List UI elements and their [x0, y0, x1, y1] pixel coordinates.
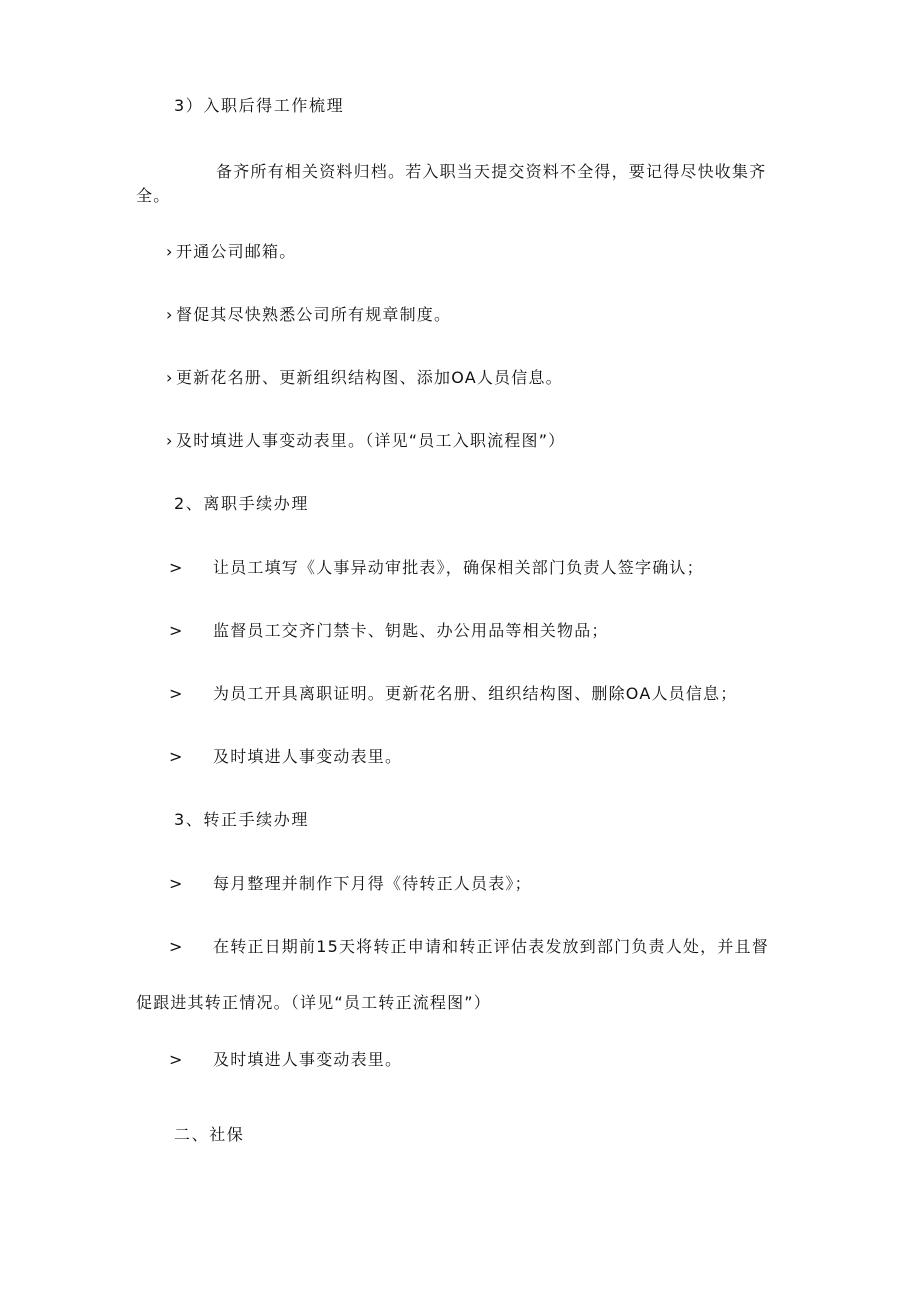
bullet-marker-icon: ›: [166, 305, 173, 324]
probation-heading: 3、转正手续办理: [174, 810, 309, 829]
resignation-item-2: 监督员工交齐门禁卡、钥匙、办公用品等相关物品；: [213, 621, 609, 640]
bullet-marker-icon: ›: [166, 368, 173, 387]
resignation-item-1: 让员工填写《人事异动审批表》，确保相关部门负责人签字确认；: [213, 558, 704, 577]
social-insurance-heading: 二、社保: [174, 1125, 245, 1144]
bullet-marker-icon: ›: [166, 431, 173, 450]
resignation-heading: 2、离职手续办理: [174, 494, 309, 513]
bullet-arrow-icon: >: [169, 874, 183, 893]
bullet-arrow-icon: >: [169, 937, 183, 956]
onboarding-item-2: 督促其尽快熟悉公司所有规章制度。: [176, 305, 452, 324]
onboarding-item-3: 更新花名册、更新组织结构图、添加OA人员信息。: [176, 368, 563, 387]
onboarding-paragraph: 备齐所有相关资料归档。若入职当天提交资料不全得，要记得尽快收集齐全。: [136, 162, 767, 205]
probation-item-2: 在转正日期前15天将转正申请和转正评估表发放到部门负责人处，并且督促跟进其转正情况。（详见“员工转正流程图”）: [136, 937, 769, 1012]
resignation-item-4: 及时填进人事变动表里。: [213, 747, 403, 766]
bullet-arrow-icon: >: [169, 1050, 183, 1069]
onboarding-item-1: 开通公司邮箱。: [176, 242, 297, 261]
probation-item-1: 每月整理并制作下月得《待转正人员表》；: [213, 874, 532, 893]
onboarding-followup-heading: 3）入职后得工作梳理: [174, 96, 345, 115]
resignation-item-3: 为员工开具离职证明。更新花名册、组织结构图、删除OA人员信息；: [213, 684, 738, 703]
bullet-arrow-icon: >: [169, 558, 183, 577]
onboarding-item-4: 及时填进人事变动表里。（详见“员工入职流程图”）: [176, 431, 566, 450]
bullet-arrow-icon: >: [169, 747, 183, 766]
probation-item-3: 及时填进人事变动表里。: [213, 1050, 403, 1069]
bullet-arrow-icon: >: [169, 684, 183, 703]
bullet-arrow-icon: >: [169, 621, 183, 640]
bullet-marker-icon: ›: [166, 242, 173, 261]
